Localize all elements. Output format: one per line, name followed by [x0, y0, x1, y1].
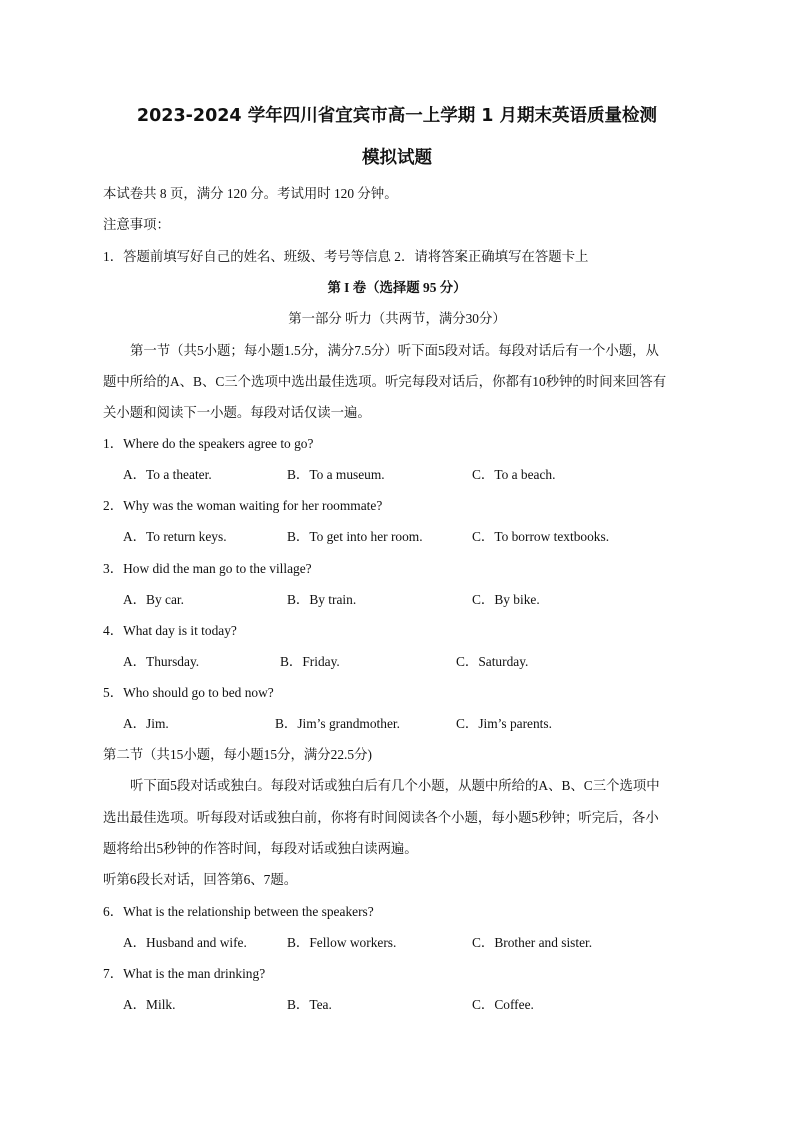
exam-title: 2023-2024 学年四川省宜宾市高一上学期 1 月期末英语质量检测	[136, 106, 658, 126]
section1-instruction-line: 题中所给的A、B、C三个选项中选出最佳选项。听完每段对话后，你都有10秒钟的时间来回答有	[103, 374, 667, 389]
section1-instruction-line: 第一节（共5小题；每小题1.5分，满分7.5分）听下面5段对话。每段对话后有一个小题，从	[130, 343, 659, 358]
question-options	[0, 653, 794, 671]
option-b: B．Tea.	[287, 997, 332, 1012]
option-c: C．Jim’s parents.	[456, 716, 552, 731]
question-options	[0, 591, 794, 609]
section2-instruction-line: 题将给出5秒钟的作答时间，每段对话或独白读两遍。	[103, 841, 418, 856]
exam-subtitle: 模拟试题	[362, 148, 432, 168]
notice-heading: 注意事项：	[103, 217, 170, 232]
option-a: A．To a theater.	[123, 467, 212, 482]
option-a: A．Thursday.	[123, 654, 200, 669]
option-a: A．By car.	[123, 592, 184, 607]
question-stem: 2．Why was the woman waiting for her roommate?	[103, 498, 383, 513]
section2-heading: 第二节（共15小题，每小题15分，满分22.5分)	[103, 747, 372, 762]
option-b: B．By train.	[287, 592, 357, 607]
option-c: C．By bike.	[472, 592, 540, 607]
part-heading: 第 I 卷（选择题 95 分）	[327, 280, 467, 295]
option-c: C．To a beach.	[472, 467, 556, 482]
section-heading: 第一部分 听力（共两节，满分30分）	[288, 311, 506, 326]
option-a: A．To return keys.	[123, 529, 227, 544]
question-options	[0, 996, 794, 1014]
question-stem: 1．Where do the speakers agree to go?	[103, 436, 314, 451]
option-b: B．Jim’s grandmother.	[275, 716, 400, 731]
question-stem: 7．What is the man drinking?	[103, 966, 266, 981]
section2-instruction-line: 听下面5段对话或独白。每段对话或独白后有几个小题，从题中所给的A、B、C三个选项中	[130, 778, 660, 793]
section2-instruction-line: 选出最佳选项。听每段对话或独白前，你将有时间阅读各个小题，每小题5秒钟；听完后，各小	[103, 810, 659, 825]
dialog-intro: 听第6段长对话，回答第6、7题。	[103, 872, 298, 887]
option-b: B．To get into her room.	[287, 529, 423, 544]
option-c: C．Coffee.	[472, 997, 534, 1012]
exam-info: 本试卷共 8 页，满分 120 分。考试用时 120 分钟。	[103, 186, 398, 201]
question-stem: 5．Who should go to bed now?	[103, 685, 274, 700]
option-c: C．Saturday.	[456, 654, 529, 669]
question-options	[0, 466, 794, 484]
option-b: B．Friday.	[280, 654, 340, 669]
option-c: C．Brother and sister.	[472, 935, 593, 950]
option-b: B．Fellow workers.	[287, 935, 397, 950]
question-options	[0, 528, 794, 546]
notice-item-1: 1．答题前填写好自己的姓名、班级、考号等信息 2．请将答案正确填写在答题卡上	[103, 249, 589, 264]
question-stem: 6．What is the relationship between the speakers?	[103, 904, 374, 919]
option-c: C．To borrow textbooks.	[472, 529, 610, 544]
question-stem: 3．How did the man go to the village?	[103, 561, 312, 576]
section1-instruction-line: 关小题和阅读下一小题。每段对话仅读一遍。	[103, 405, 371, 420]
question-options	[0, 934, 794, 952]
question-options	[0, 715, 794, 733]
option-b: B．To a museum.	[287, 467, 385, 482]
question-stem: 4．What day is it today?	[103, 623, 237, 638]
option-a: A．Jim.	[123, 716, 169, 731]
option-a: A．Milk.	[123, 997, 176, 1012]
option-a: A．Husband and wife.	[123, 935, 247, 950]
